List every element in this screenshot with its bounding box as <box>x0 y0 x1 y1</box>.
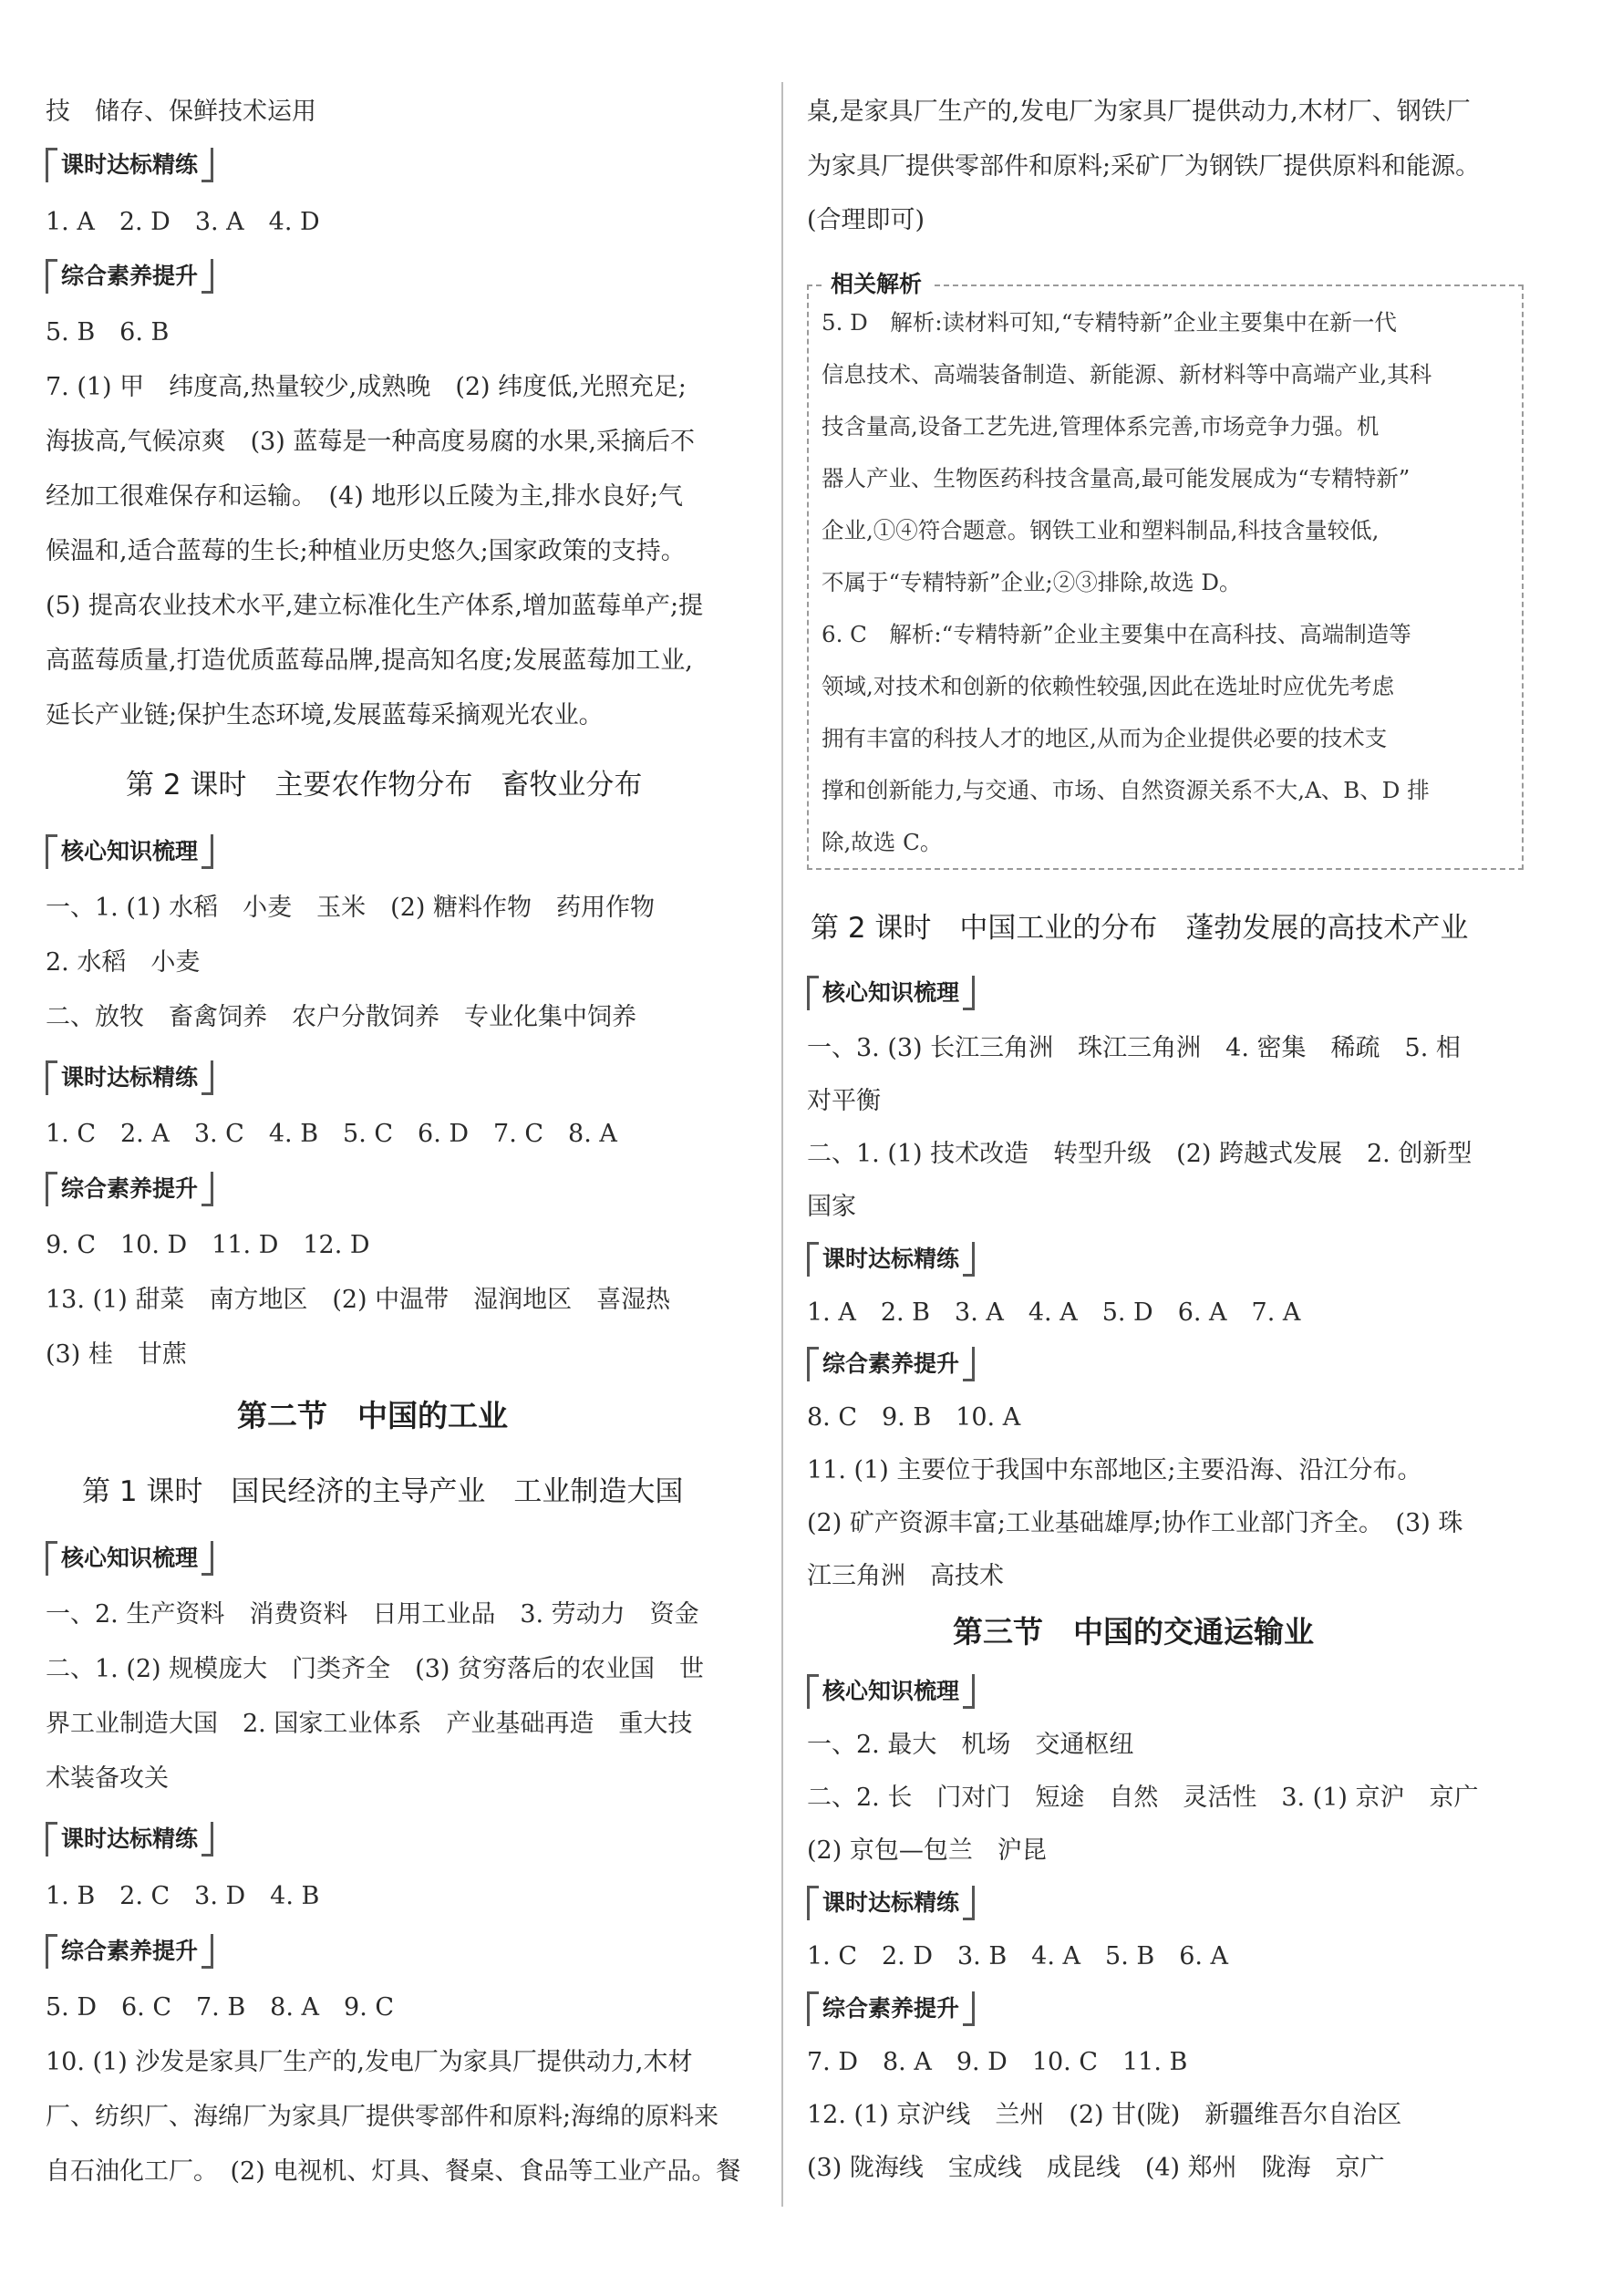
text-line: 海拔高,气候凉爽 (3) 蓝莓是一种高度易腐的水果,采摘后不 <box>46 428 695 456</box>
text-line: 10. (1) 沙发是家具厂生产的,发电厂为家具厂提供动力,木材 <box>46 2048 693 2076</box>
text-line: 国家 <box>807 1193 856 1221</box>
answer-line: 1. C 2. D 3. B 4. A 5. B 6. A <box>807 1942 1229 1970</box>
answer-line: 1. B 2. C 3. D 4. B <box>46 1882 320 1910</box>
text-line: 二、放牧 畜禽饲养 农户分散饲养 专业化集中饲养 <box>46 1003 636 1031</box>
text-line: 高蓝莓质量,打造优质蓝莓品牌,提高知名度;发展蓝莓加工业, <box>46 646 693 675</box>
text-line: 二、2. 长 门对门 短途 自然 灵活性 3. (1) 京沪 京广 <box>807 1784 1479 1812</box>
text-line: 7. (1) 甲 纬度高,热量较少,成熟晚 (2) 纬度低,光照充足; <box>46 373 687 401</box>
answer-line: 9. C 10. D 11. D 12. D <box>46 1231 370 1259</box>
text-line: 延长产业链;保护生态环境,发展蓝莓采摘观光农业。 <box>46 701 604 729</box>
analysis-line: 技含量高,设备工艺先进,管理体系完善,市场竞争力强。机 <box>822 413 1380 440</box>
text-line: 11. (1) 主要位于我国中东部地区;主要沿海、沿江分布。 <box>807 1456 1422 1484</box>
text-line: 一、2. 最大 机场 交通枢纽 <box>807 1731 1134 1759</box>
text-line: 一、2. 生产资料 消费资料 日用工业品 3. 劳动力 资金 <box>46 1600 699 1629</box>
text-line: 技 储存、保鲜技术运用 <box>46 98 316 126</box>
answer-line: 1. C 2. A 3. C 4. B 5. C 6. D 7. C 8. A <box>46 1120 617 1148</box>
text-line: 12. (1) 京沪线 兰州 (2) 甘(陇) 新疆维吾尔自治区 <box>807 2101 1402 2129</box>
text-line: 二、1. (1) 技术改造 转型升级 (2) 跨越式发展 2. 创新型 <box>807 1140 1473 1168</box>
section-label: 核心知识梳理 <box>46 1541 213 1576</box>
lesson-heading: 第 2 课时 中国工业的分布 蓬勃发展的高技术产业 <box>811 912 1469 945</box>
lesson-heading: 第 2 课时 主要农作物分布 畜牧业分布 <box>126 769 643 802</box>
text-line: 2. 水稻 小麦 <box>46 948 201 977</box>
analysis-box <box>807 271 1524 870</box>
text-line: (合理即可) <box>807 206 925 234</box>
answer-line: 1. A 2. B 3. A 4. A 5. D 6. A 7. A <box>807 1298 1301 1327</box>
text-line: 二、1. (2) 规模庞大 门类齐全 (3) 贫穷落后的农业国 世 <box>46 1655 704 1683</box>
text-line: 术装备攻关 <box>46 1764 169 1793</box>
analysis-line: 器人产业、生物医药科技含量高,最可能发展成为“专精特新” <box>822 465 1411 491</box>
section-label: 综合素养提升 <box>46 259 213 294</box>
text-line: 厂、纺织厂、海绵厂为家具厂提供零部件和原料;海绵的原料来 <box>46 2103 719 2131</box>
text-line: 候温和,适合蓝莓的生长;种植业历史悠久;国家政策的支持。 <box>46 537 686 565</box>
section-label: 课时达标精练 <box>46 148 213 182</box>
text-line: 一、1. (1) 水稻 小麦 玉米 (2) 糖料作物 药用作物 <box>46 894 655 922</box>
text-line: (2) 京包—包兰 沪昆 <box>807 1836 1047 1865</box>
analysis-line: 拥有丰富的科技人才的地区,从而为企业提供必要的技术支 <box>822 725 1388 751</box>
analysis-line: 领域,对技术和创新的依赖性较强,因此在选址时应优先考虑 <box>822 673 1395 699</box>
section-label: 综合素养提升 <box>807 1347 975 1381</box>
section-label: 综合素养提升 <box>46 1934 213 1969</box>
text-line: 桌,是家具厂生产的,发电厂为家具厂提供动力,木材厂、钢铁厂 <box>807 98 1471 126</box>
answer-line: 5. B 6. B <box>46 318 170 346</box>
text-line: 13. (1) 甜菜 南方地区 (2) 中温带 湿润地区 喜湿热 <box>46 1286 671 1314</box>
analysis-line: 企业,①④符合题意。钢铁工业和塑料制品,科技含量较低, <box>822 517 1380 543</box>
text-line: 界工业制造大国 2. 国家工业体系 产业基础再造 重大技 <box>46 1710 693 1738</box>
column-divider <box>781 82 783 2207</box>
analysis-line: 5. D 解析:读材料可知,“专精特新”企业主要集中在新一代 <box>822 309 1397 336</box>
section-label: 核心知识梳理 <box>807 976 975 1010</box>
text-line: 一、3. (3) 长江三角洲 珠江三角洲 4. 密集 稀疏 5. 相 <box>807 1034 1461 1062</box>
section-label: 课时达标精练 <box>807 1886 975 1920</box>
section-label: 课时达标精练 <box>46 1060 213 1095</box>
lesson-heading: 第 1 课时 国民经济的主导产业 工业制造大国 <box>82 1475 684 1508</box>
text-line: 对平衡 <box>807 1087 881 1115</box>
answer-line: 7. D 8. A 9. D 10. C 11. B <box>807 2048 1188 2076</box>
text-line: 经加工很难保存和运输。 (4) 地形以丘陵为主,排水良好;气 <box>46 482 684 511</box>
analysis-line: 撑和创新能力,与交通、市场、自然资源关系不大,A、B、D 排 <box>822 777 1430 803</box>
answer-line: 8. C 9. B 10. A <box>807 1403 1021 1432</box>
analysis-line: 不属于“专精特新”企业;②③排除,故选 D。 <box>822 569 1242 595</box>
text-line: (5) 提高农业技术水平,建立标准化生产体系,增加蓝莓单产;提 <box>46 592 704 620</box>
section-label: 综合素养提升 <box>46 1172 213 1206</box>
answer-line: 1. A 2. D 3. A 4. D <box>46 208 320 236</box>
section-heading: 第二节 中国的工业 <box>237 1398 508 1433</box>
text-line: 自石油化工厂。 (2) 电视机、灯具、餐桌、食品等工业产品。餐 <box>46 2157 741 2186</box>
analysis-line: 6. C 解析:“专精特新”企业主要集中在高科技、高端制造等 <box>822 621 1411 647</box>
section-label: 课时达标精练 <box>46 1822 213 1856</box>
analysis-title: 相关解析 <box>822 266 931 303</box>
text-line: (2) 矿产资源丰富;工业基础雄厚;协作工业部门齐全。 (3) 珠 <box>807 1509 1463 1537</box>
text-line: 江三角洲 高技术 <box>807 1562 1004 1590</box>
text-line: 为家具厂提供零部件和原料;采矿厂为钢铁厂提供原料和能源。 <box>807 152 1481 181</box>
answer-line: 5. D 6. C 7. B 8. A 9. C <box>46 1993 395 2022</box>
text-line: (3) 桂 甘蔗 <box>46 1340 187 1369</box>
section-heading: 第三节 中国的交通运输业 <box>953 1614 1314 1650</box>
analysis-line: 除,故选 C。 <box>822 829 943 855</box>
section-label: 综合素养提升 <box>807 1991 975 2026</box>
section-label: 核心知识梳理 <box>46 834 213 869</box>
section-label: 核心知识梳理 <box>807 1674 975 1709</box>
section-label: 课时达标精练 <box>807 1242 975 1277</box>
analysis-line: 信息技术、高端装备制造、新能源、新材料等中高端产业,其科 <box>822 361 1432 388</box>
text-line: (3) 陇海线 宝成线 成昆线 (4) 郑州 陇海 京广 <box>807 2154 1385 2182</box>
